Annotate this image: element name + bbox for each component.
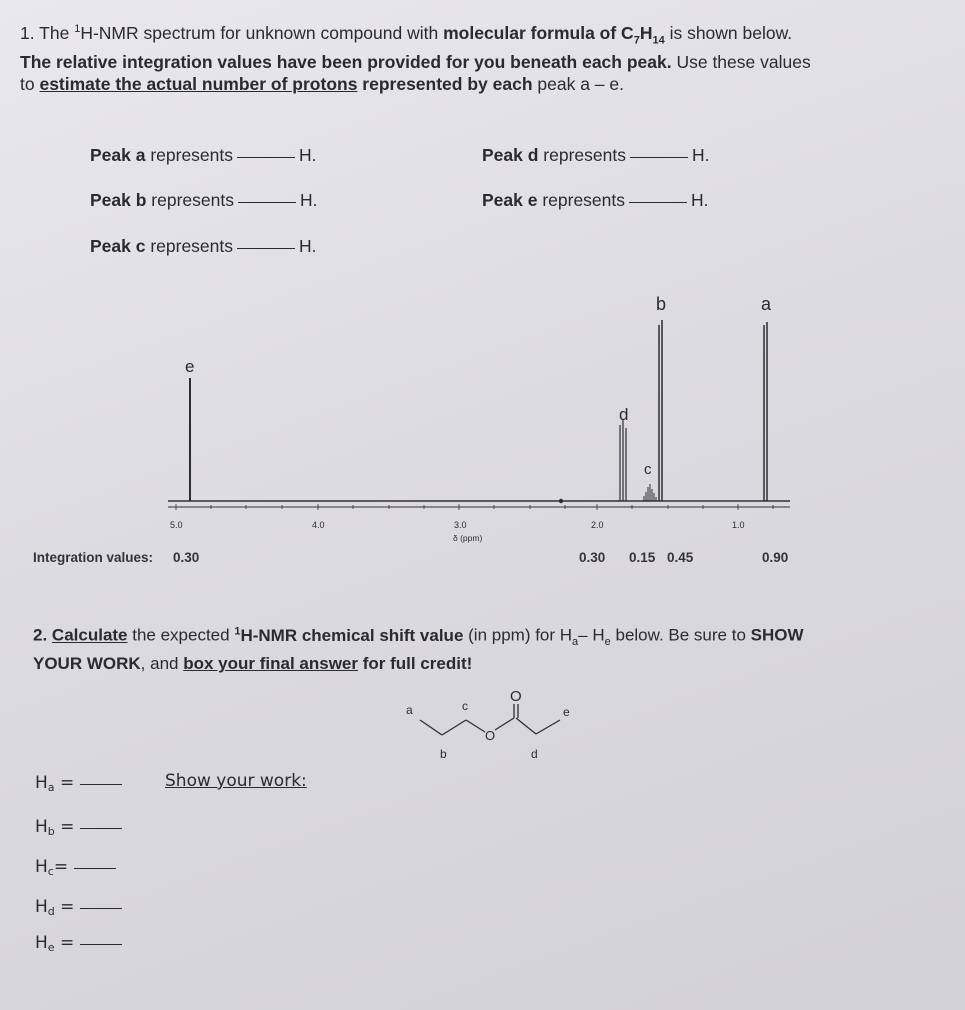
q2-text: (in ppm) for H (463, 625, 573, 645)
answer-row-hd (35, 897, 122, 918)
q2-sup: 1 (234, 625, 241, 637)
peak-label-c: c (644, 461, 652, 478)
peak-text: represents (145, 145, 234, 165)
h-sub: c (47, 865, 54, 878)
question-2 (33, 620, 953, 675)
equals: = (54, 897, 75, 917)
h-sub: e (47, 941, 55, 954)
equals: = (53, 857, 69, 877)
q1-formula-label: molecular formula of C (443, 22, 634, 43)
atom-o-ester: O (485, 728, 496, 743)
peak-e-line (482, 190, 709, 211)
h-symbol: H (35, 817, 48, 837)
show-work-label: Show your work: (165, 771, 307, 791)
mol-label-e: e (563, 705, 570, 719)
peak-label: Peak c (90, 236, 146, 256)
atom-o-carbonyl: O (510, 688, 522, 705)
peak-unit: H. (691, 190, 709, 210)
peak-d-line (482, 145, 709, 166)
h-sub: a (47, 781, 55, 794)
q1-text: is shown below. (664, 22, 793, 43)
answer-row-hc (35, 857, 116, 878)
answer-blank[interactable] (80, 784, 122, 785)
q2-sub: e (604, 636, 611, 649)
answer-row-ha (35, 773, 122, 794)
peak-label: Peak a (90, 145, 146, 165)
h-symbol: H (35, 773, 48, 793)
q2-text: the expected (127, 625, 235, 645)
molecule-structure (390, 680, 610, 790)
peak-label: Peak e (482, 190, 538, 210)
peak-unit: H. (691, 145, 710, 165)
question-number: 1. (20, 22, 35, 43)
peak-unit: H. (299, 190, 318, 210)
q1-bold-line: The relative integration values have been provided for you beneath each peak. (20, 52, 672, 73)
nmr-spectrum (0, 280, 965, 550)
q1-text: to (20, 74, 40, 95)
tick-label: 5.0 (170, 520, 183, 530)
tick-label: 1.0 (732, 520, 745, 530)
q1-sup: 1 (74, 23, 81, 35)
equals: = (54, 933, 75, 953)
molecule-svg (390, 680, 610, 790)
axis-label: δ (ppm) (453, 533, 483, 543)
q1-text: peak a – e. (532, 74, 624, 95)
equals: = (54, 773, 75, 793)
q1-formula-sub: 14 (652, 34, 665, 47)
peak-label-a: a (761, 294, 772, 314)
tick-label: 3.0 (454, 520, 467, 530)
peak-text: represents (146, 190, 234, 210)
answer-blank[interactable] (630, 157, 688, 158)
h-symbol: H (35, 933, 48, 953)
tick-label: 4.0 (312, 520, 325, 530)
mol-label-c: c (462, 699, 468, 713)
h-sub: b (47, 825, 55, 838)
q2-bold: for full credit! (357, 654, 473, 674)
peak-label-d: d (619, 405, 629, 424)
q2-bold: YOUR WORK (33, 654, 141, 674)
integration-value-a: 0.90 (762, 550, 789, 565)
peak-c-line (90, 236, 317, 257)
h-sub: d (47, 905, 55, 918)
q2-text: , and (140, 654, 184, 674)
integration-value-e: 0.30 (173, 550, 200, 565)
q2-sub: a (572, 636, 579, 649)
h-symbol: H (35, 897, 48, 917)
answer-blank[interactable] (629, 202, 687, 203)
peak-text: represents (145, 236, 234, 256)
q1-text: Use these values (671, 52, 811, 73)
question-1 (20, 18, 945, 95)
mol-label-b: b (440, 747, 447, 761)
q2-bold: H-NMR chemical shift value (240, 625, 464, 645)
nmr-spectrum-svg (0, 280, 965, 550)
peak-label: Peak b (90, 190, 147, 210)
q1-bold-end: represented by each (357, 74, 533, 95)
answer-blank[interactable] (74, 868, 116, 869)
peak-a-line (90, 145, 317, 166)
q2-text: below. Be sure to (610, 625, 751, 645)
integration-label: Integration values: (33, 550, 154, 565)
q2-underlined: box your final answer (183, 654, 358, 674)
q1-formula-sub: 7 (633, 34, 640, 47)
q1-underlined: estimate the actual number of protons (39, 74, 358, 95)
mol-label-d: d (531, 747, 538, 761)
answer-blank[interactable] (80, 908, 122, 909)
peak-text: represents (537, 190, 626, 210)
integration-value-c: 0.15 (629, 550, 656, 565)
peak-label: Peak d (482, 145, 539, 165)
peak-b-line (90, 190, 317, 211)
answer-row-he (35, 933, 122, 954)
integration-value-b: 0.45 (667, 550, 694, 565)
q1-text: The (39, 22, 75, 43)
integration-value-d: 0.30 (579, 550, 606, 565)
baseline-dot (559, 499, 563, 503)
question-number: 2. (33, 625, 48, 645)
answer-blank[interactable] (238, 202, 296, 203)
peak-text: represents (538, 145, 626, 165)
answer-blank[interactable] (237, 248, 295, 249)
answer-blank[interactable] (237, 157, 295, 158)
answer-row-hb (35, 817, 122, 838)
peak-label-b: b (656, 294, 667, 314)
q1-text: H-NMR spectrum for unknown compound with (80, 22, 444, 43)
tick-label: 2.0 (591, 520, 604, 530)
q2-bold: SHOW (750, 625, 804, 645)
peak-unit: H. (299, 236, 317, 256)
h-symbol: H (35, 857, 48, 877)
answer-blank[interactable] (80, 828, 122, 829)
equals: = (54, 817, 75, 837)
peak-label-e: e (185, 357, 195, 376)
peak-c (644, 484, 656, 501)
mol-label-a: a (406, 703, 413, 717)
answer-blank[interactable] (80, 944, 122, 945)
q1-formula-h: H (639, 22, 653, 43)
q2-calculate: Calculate (51, 625, 128, 645)
q2-text: – H (578, 625, 605, 645)
peak-unit: H. (299, 145, 317, 165)
